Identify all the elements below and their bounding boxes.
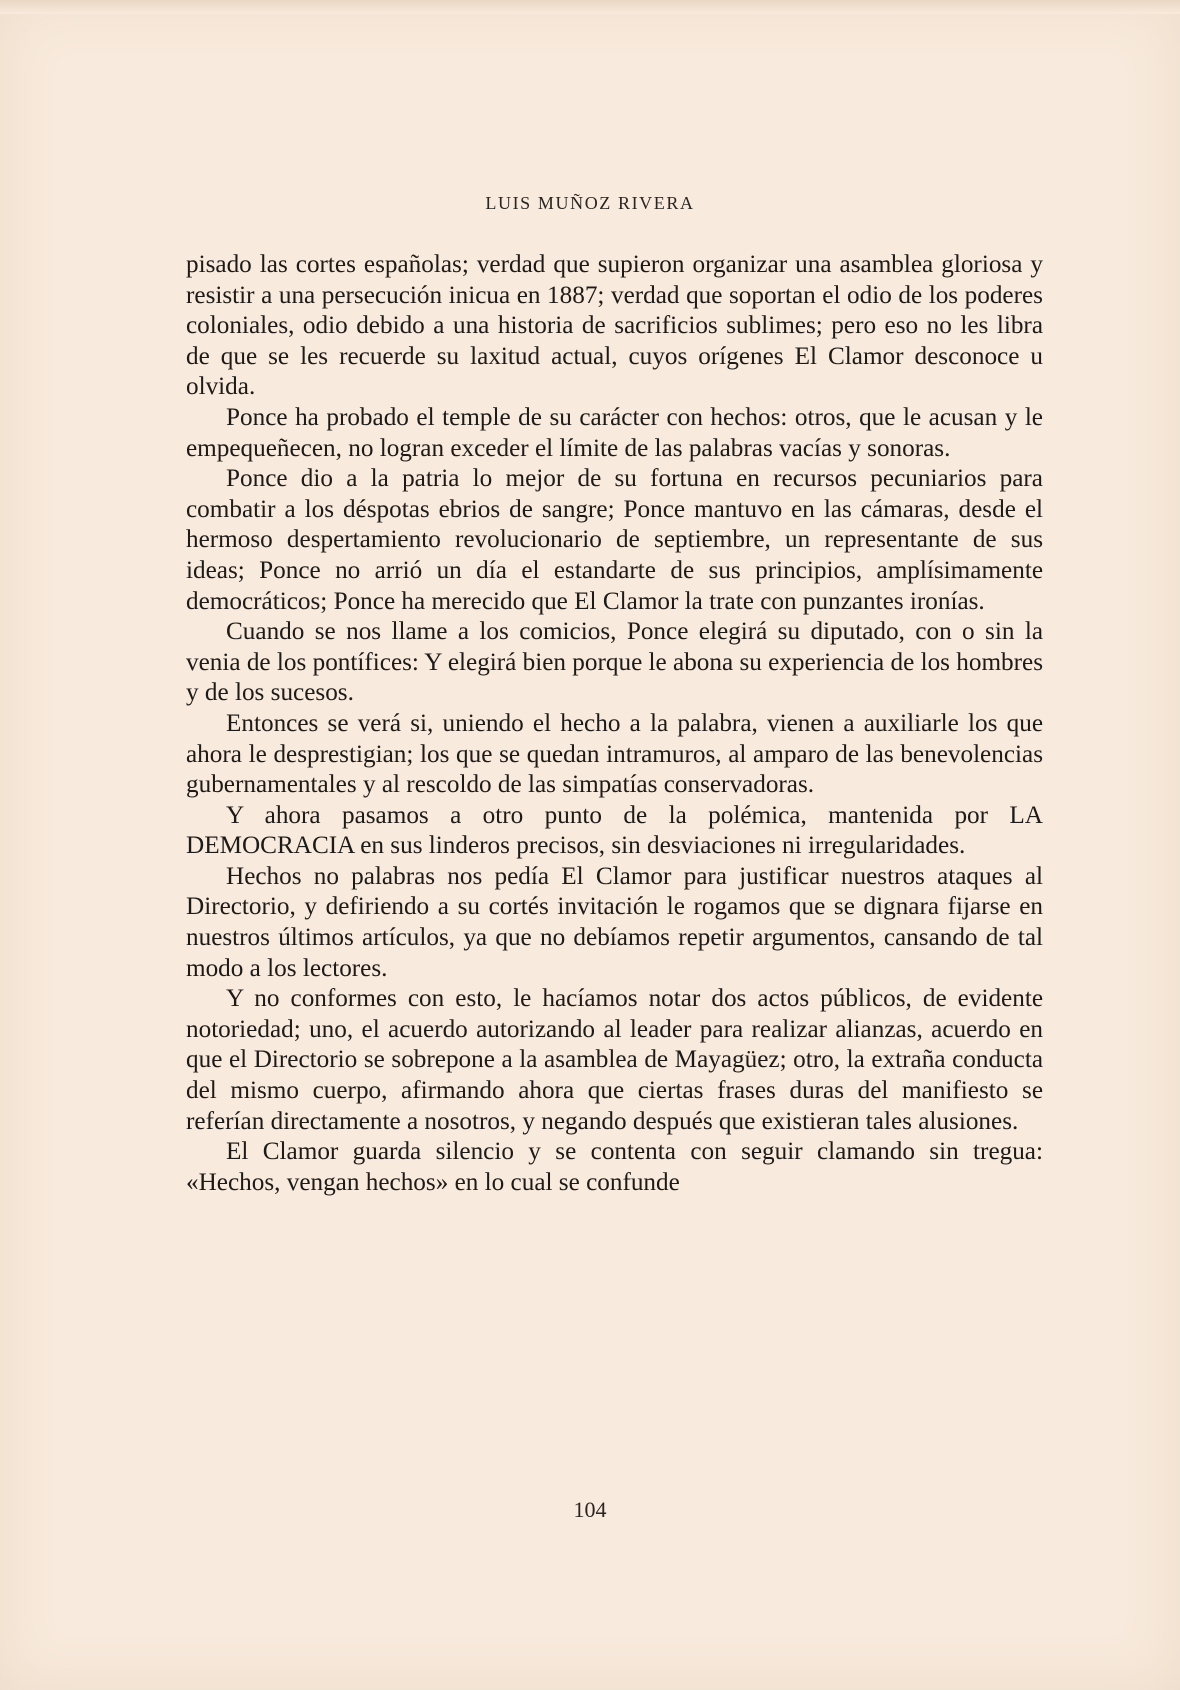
paragraph: Hechos no palabras nos pedía El Clamor para justificar nuestros ataques al Directorio, y defiriendo a su cortés invitación le rogamos que se dignara fijarse en nuestros últimos artículos, ya que no debíamos repetir argumentos, cansando de tal modo a los lectores. xyxy=(186,862,1043,982)
paragraph: Ponce ha probado el temple de su carácter con hechos: otros, que le acusan y le empequeñecen, no logran exceder el límite de las palabras vacías y sonoras. xyxy=(186,403,1043,462)
body-text xyxy=(186,250,1043,1198)
paragraph: Entonces se verá si, uniendo el hecho a la palabra, vienen a auxiliarle los que ahora le desprestigian; los que se quedan intramuros, al amparo de las benevolencias gubernamentales y al rescoldo de las simpatías conservadoras. xyxy=(186,709,1043,799)
page-number: 104 xyxy=(573,1497,607,1522)
paragraph: Y ahora pasamos a otro punto de la polémica, mantenida por LA DEMOCRACIA en sus linderos precisos, sin desviaciones ni irregularidades. xyxy=(186,801,1043,860)
paragraph: pisado las cortes españolas; verdad que supieron organizar una asamblea gloriosa y resistir a una persecución inicua en 1887; verdad que soportan el odio de los poderes coloniales, odio debido a una historia de sacrificios sublimes; pero eso no les libra de que se les recuerde su laxitud actual, cuyos orígenes El Clamor desconoce u olvida. xyxy=(186,251,1043,401)
paragraph: Ponce dio a la patria lo mejor de su fortuna en recursos pecuniarios para combatir a los déspotas ebrios de sangre; Ponce mantuvo en las cámaras, desde el hermoso despertamiento revolucionario de septiembre, un representante de sus ideas; Ponce no arrió un día el estandarte de sus principios, amplísimamente democráticos; Ponce ha merecido que El Clamor la trate con punzantes ironías. xyxy=(186,465,1043,615)
page-top-edge xyxy=(0,0,1180,14)
paragraph: El Clamor guarda silencio y se contenta con seguir clamando sin tregua: «Hechos, vengan hechos» en lo cual se confunde xyxy=(186,1138,1043,1196)
paragraph: Cuando se nos llame a los comicios, Ponce elegirá su diputado, con o sin la venia de los pontífices: Y elegirá bien porque le abona su experiencia de los hombres y de los sucesos. xyxy=(186,618,1044,707)
paragraph: Y no conformes con esto, le hacíamos notar dos actos públicos, de evidente notoriedad; uno, el acuerdo autorizando al leader para realizar alianzas, acuerdo en que el Directorio se sobrepone a la asamblea de Mayagüez; otro, la extraña conducta del mismo cuerpo, afirmando ahora que ciertas frases duras del manifiesto se referían directamente a nosotros, y negando después que existieran tales alusiones. xyxy=(186,985,1043,1135)
running-head: LUIS MUÑOZ RIVERA xyxy=(485,193,695,213)
